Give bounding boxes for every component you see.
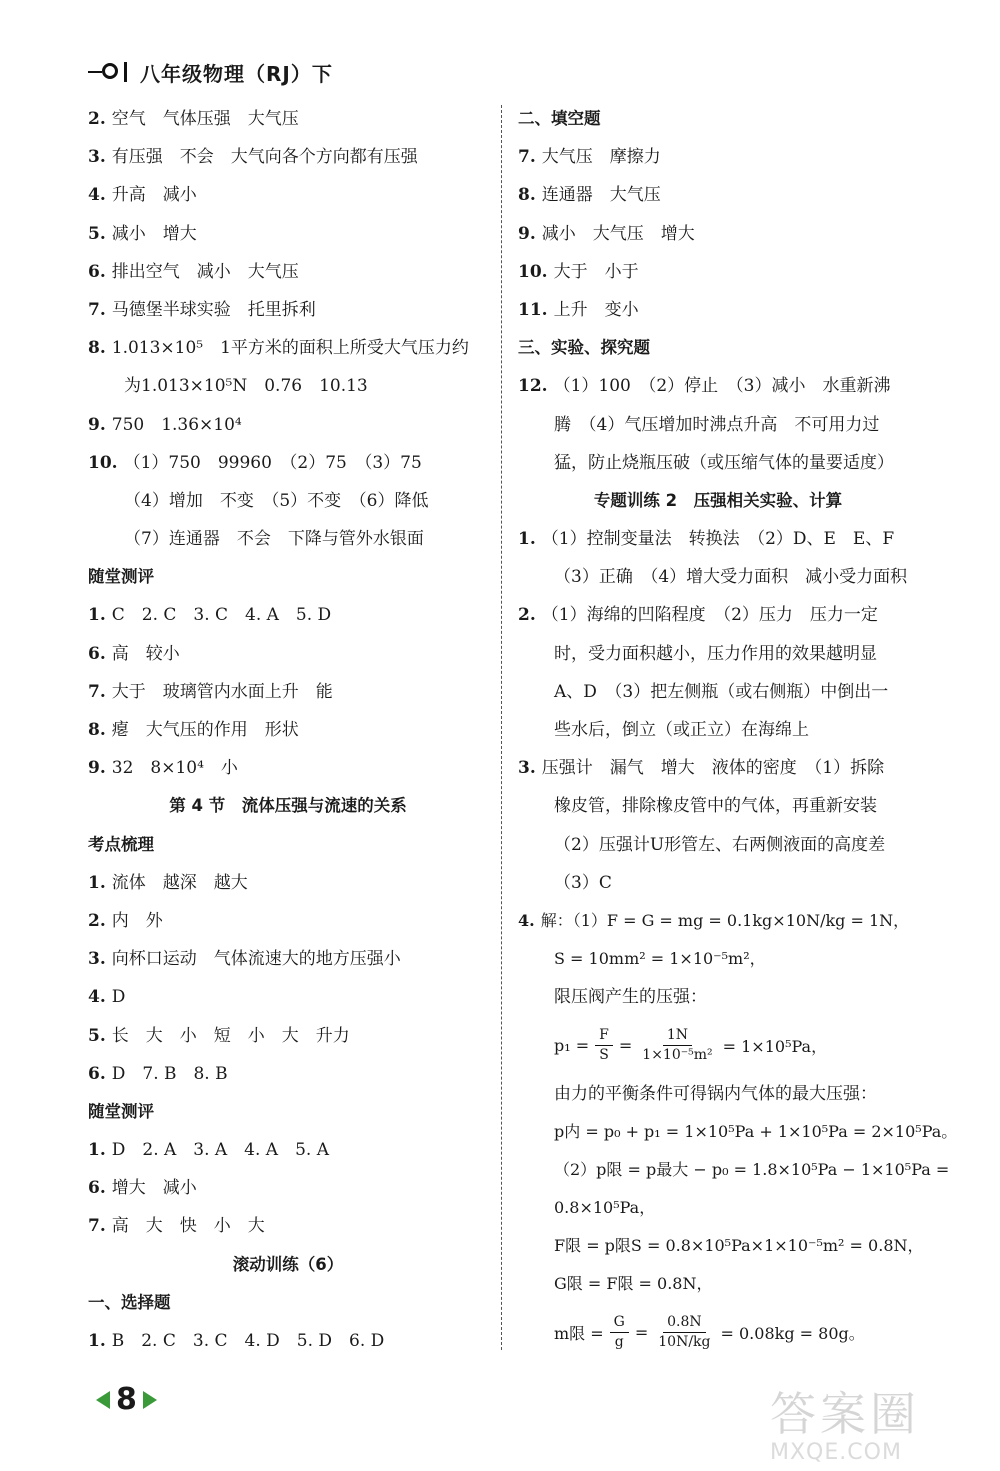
answer-line xyxy=(518,1227,924,1265)
answer-line xyxy=(88,291,488,329)
question-number: 6. xyxy=(88,261,106,282)
page-header xyxy=(88,56,333,88)
answer-line xyxy=(88,406,488,444)
question-number: 6. xyxy=(88,1178,106,1199)
denominator: 1×10⁻⁵m² xyxy=(642,1047,713,1063)
answer-line xyxy=(518,826,918,864)
question-number: 7. xyxy=(88,681,106,702)
answer-text: D xyxy=(111,987,126,1008)
question-number: 4. xyxy=(518,910,535,930)
question-number: 10. xyxy=(88,452,118,473)
question-number: 9. xyxy=(88,414,106,435)
answer-text: 上升 变小 xyxy=(553,299,639,320)
answer-line xyxy=(88,1131,488,1169)
fraction xyxy=(595,1026,613,1065)
answer-line xyxy=(518,253,918,291)
numerator: F xyxy=(595,1026,613,1046)
section-heading: 一、选择题 xyxy=(88,1292,171,1312)
question-number: 8. xyxy=(88,338,106,359)
watermark-main: 答案圈 xyxy=(770,1387,920,1441)
answer-line xyxy=(88,596,488,634)
answer-line xyxy=(518,1265,918,1303)
numerator: G xyxy=(610,1313,629,1333)
formula-equals: = xyxy=(634,1323,649,1343)
answer-text: 32 8×10⁴ 小 xyxy=(111,758,238,779)
question-number: 1. xyxy=(88,1140,106,1161)
question-number: 3. xyxy=(518,758,536,779)
question-number: 2. xyxy=(88,109,106,129)
denominator: 10N/kg xyxy=(658,1334,711,1351)
section-heading: 随堂测评 xyxy=(88,567,154,587)
answer-line xyxy=(88,1322,488,1360)
answer-text: （3）正确 （4）增大受力面积 减小受力面积 xyxy=(554,567,908,588)
formula-equals: = xyxy=(618,1036,633,1055)
answer-line xyxy=(518,902,918,940)
denominator: S xyxy=(599,1047,609,1063)
answer-text: 0.8×10⁵Pa， xyxy=(554,1198,656,1218)
book-title: 八年级物理（RJ）下 xyxy=(140,61,333,86)
answer-text: （3）C xyxy=(554,872,612,893)
answer-line xyxy=(518,444,918,482)
answer-text: F限 = p限S = 0.8×10⁵Pa×1×10⁻⁵m² = 0.8N， xyxy=(554,1236,924,1256)
question-number: 7. xyxy=(88,299,106,320)
column-divider xyxy=(501,105,502,1350)
answer-text: （1）750 99960 （2）75 （3）75 xyxy=(123,452,422,473)
answer-line xyxy=(88,482,488,520)
answer-text: 空气 气体压强 大气压 xyxy=(111,109,299,129)
answer-text: 限压阀产生的压强： xyxy=(554,987,707,1008)
answer-text: 增大 减小 xyxy=(111,1178,197,1199)
answer-text: 升高 减小 xyxy=(111,185,197,206)
answer-line xyxy=(88,635,488,673)
answer-text: 腾 （4）气压增加时沸点升高 不可用力过 xyxy=(554,414,880,435)
answer-text: 内 外 xyxy=(111,910,163,931)
answer-line xyxy=(88,329,488,367)
question-number: 5. xyxy=(88,223,106,244)
answer-line xyxy=(88,444,488,482)
question-number: 6. xyxy=(88,1063,106,1084)
answer-text: 1.013×10⁵ 1平方米的面积上所受大气压力约 xyxy=(111,338,469,359)
answer-line xyxy=(518,635,918,673)
answer-line xyxy=(518,596,918,634)
answer-text: 连通器 大气压 xyxy=(541,185,661,206)
answer-line xyxy=(88,864,488,902)
answer-line xyxy=(518,215,918,253)
answer-text: 长 大 小 短 小 大 升力 xyxy=(111,1025,350,1046)
section-heading: 考点梳理 xyxy=(88,834,154,854)
answer-line xyxy=(518,1189,918,1227)
answer-text: 马德堡半球实验 托里拆利 xyxy=(111,299,316,320)
answer-text: （1）100 （2）停止 （3）减小 水重新沸 xyxy=(553,376,891,397)
answer-text: 减小 大气压 增大 xyxy=(541,223,695,244)
answer-text: 由力的平衡条件可得锅内气体的最大压强： xyxy=(554,1083,877,1104)
answer-text: 为1.013×10⁵N 0.76 10.13 xyxy=(124,376,368,397)
answer-line xyxy=(518,711,918,749)
answer-line xyxy=(88,1169,488,1207)
answer-line xyxy=(518,406,918,444)
answer-line xyxy=(518,176,918,214)
answer-text: 流体 越深 越大 xyxy=(111,872,248,893)
answer-line xyxy=(88,1055,488,1093)
answer-line xyxy=(88,940,488,978)
answer-text: 瘪 大气压的作用 形状 xyxy=(111,720,299,740)
answer-line xyxy=(88,749,488,787)
answer-line xyxy=(518,291,918,329)
answer-line xyxy=(518,864,918,902)
answer-line xyxy=(518,367,918,405)
answer-text: （1）控制变量法 转换法 （2）D、E E、F xyxy=(541,529,895,550)
chapter-heading: 第 4 节 流体压强与流速的关系 xyxy=(169,796,407,816)
answer-text: 排出空气 减小 大气压 xyxy=(111,261,299,282)
numerator: 1N xyxy=(663,1026,692,1046)
formula-lhs: m限 = xyxy=(554,1324,604,1344)
answer-text: p内 = p₀ + p₁ = 1×10⁵Pa + 1×10⁵Pa = 2×10⁵Pa。 xyxy=(554,1121,958,1141)
left-column xyxy=(88,100,488,1360)
next-arrow-icon xyxy=(143,1391,157,1409)
chapter-heading: 滚动训练（6） xyxy=(232,1254,344,1274)
watermark-sub: MXQE.COM xyxy=(770,1440,902,1465)
answer-text: D 7. B 8. B xyxy=(111,1063,228,1084)
answer-line xyxy=(88,711,488,749)
question-number: 2. xyxy=(88,910,106,931)
answer-line xyxy=(518,138,918,176)
answer-line xyxy=(88,100,488,138)
answer-text: （4）增加 不变 （5）不变 （6）降低 xyxy=(124,490,429,511)
answer-text: 大气压 摩擦力 xyxy=(541,147,661,168)
answer-line xyxy=(88,978,488,1016)
question-number: 7. xyxy=(518,147,536,168)
answer-text: （2）p限 = p最大 − p₀ = 1.8×10⁵Pa − 1×10⁵Pa = xyxy=(554,1159,950,1179)
right-column xyxy=(518,100,958,1362)
answer-text: 解：（1）F = G = mg = 0.1kg×10N/kg = 1N， xyxy=(540,910,910,930)
answer-text: G限 = F限 = 0.8N， xyxy=(554,1274,713,1294)
question-number: 11. xyxy=(518,299,548,320)
answer-text: S = 10mm² = 1×10⁻⁵m²， xyxy=(554,949,766,969)
page-footer xyxy=(96,1382,157,1417)
answer-line xyxy=(518,1151,950,1189)
page-number: 8 xyxy=(116,1382,137,1417)
question-number: 4. xyxy=(88,987,106,1008)
question-number: 9. xyxy=(518,223,536,244)
question-number: 3. xyxy=(88,147,106,168)
question-number: 8. xyxy=(518,185,536,206)
answer-line xyxy=(518,749,918,787)
answer-line xyxy=(88,673,488,711)
answer-text: D 2. A 3. A 4. A 5. A xyxy=(111,1140,329,1161)
question-number: 7. xyxy=(88,1216,106,1237)
chapter-heading: 专题训练 2 压强相关实验、计算 xyxy=(593,490,843,510)
question-number: 6. xyxy=(88,643,106,664)
answer-text: 减小 增大 xyxy=(111,223,197,244)
answer-line xyxy=(518,1075,918,1113)
answer-line xyxy=(518,787,918,825)
answer-text: 些水后，倒立（或正立）在海绵上 xyxy=(554,720,809,740)
numerator: 0.8N xyxy=(663,1313,706,1333)
answer-line xyxy=(518,673,918,711)
question-number: 9. xyxy=(88,758,106,779)
answer-line xyxy=(518,520,918,558)
answer-line xyxy=(88,1207,488,1245)
question-number: 1. xyxy=(518,529,536,550)
answer-text: 有压强 不会 大气向各个方向都有压强 xyxy=(111,147,418,168)
question-number: 1. xyxy=(88,872,106,893)
question-number: 8. xyxy=(88,720,106,740)
question-number: 10. xyxy=(518,261,548,282)
answer-text: 向杯口运动 气体流速大的地方压强小 xyxy=(111,949,401,970)
answer-text: C 2. C 3. C 4. A 5. D xyxy=(111,605,332,626)
answer-text: A、D （3）把左侧瓶（或右侧瓶）中倒出一 xyxy=(554,681,889,702)
answer-line xyxy=(518,558,918,596)
fraction xyxy=(610,1313,629,1352)
answer-line xyxy=(518,1113,958,1151)
answer-text: 高 较小 xyxy=(111,643,180,664)
answer-text: B 2. C 3. C 4. D 5. D 6. D xyxy=(111,1331,385,1351)
answer-text: （2）压强计U形管左、右两侧液面的高度差 xyxy=(554,834,886,855)
answer-text: 大于 小于 xyxy=(553,261,639,282)
question-number: 4. xyxy=(88,185,106,206)
formula-rhs: = 1×10⁵Pa， xyxy=(722,1037,828,1056)
answer-line xyxy=(88,1017,488,1055)
denominator: g xyxy=(614,1334,624,1351)
answer-text: （1）海绵的凹陷程度 （2）压力 压力一定 xyxy=(541,605,878,626)
section-heading: 三、实验、探究题 xyxy=(518,338,650,358)
formula-line xyxy=(518,1017,918,1075)
question-number: 1. xyxy=(88,605,106,626)
answer-text: 大于 玻璃管内水面上升 能 xyxy=(111,681,333,702)
answer-line xyxy=(518,978,918,1016)
answer-line xyxy=(88,215,488,253)
answer-line xyxy=(88,520,488,558)
answer-line xyxy=(518,940,918,978)
answer-text: 750 1.36×10⁴ xyxy=(111,414,242,435)
question-number: 2. xyxy=(518,605,536,626)
formula-line xyxy=(518,1304,918,1362)
answer-line xyxy=(88,138,488,176)
answer-text: （7）连通器 不会 下降与管外水银面 xyxy=(124,529,424,550)
brand-logo-icon xyxy=(88,62,134,82)
answer-line xyxy=(88,176,488,214)
question-number: 3. xyxy=(88,949,106,970)
answer-text: 高 大 快 小 大 xyxy=(111,1216,265,1237)
section-heading: 随堂测评 xyxy=(88,1101,154,1121)
answer-line xyxy=(88,902,488,940)
question-number: 12. xyxy=(518,376,548,397)
question-number: 1. xyxy=(88,1331,106,1351)
answer-line xyxy=(88,253,488,291)
fraction xyxy=(654,1313,714,1352)
watermark xyxy=(770,1378,920,1465)
section-heading: 二、填空题 xyxy=(518,109,601,128)
answer-text: 压强计 漏气 增大 液体的密度 （1）拆除 xyxy=(541,758,885,779)
question-number: 5. xyxy=(88,1025,106,1046)
prev-arrow-icon xyxy=(96,1391,110,1409)
answer-text: 时，受力面积越小，压力作用的效果越明显 xyxy=(554,643,877,664)
formula-rhs: = 0.08kg = 80g。 xyxy=(720,1324,865,1344)
answer-text: 猛，防止烧瓶压破（或压缩气体的量要适度） xyxy=(554,452,894,473)
formula-lhs: p₁ = xyxy=(554,1036,590,1055)
fraction xyxy=(638,1026,716,1065)
answer-text: 橡皮管，排除橡皮管中的气体，再重新安装 xyxy=(554,796,877,817)
answer-line xyxy=(88,367,488,405)
